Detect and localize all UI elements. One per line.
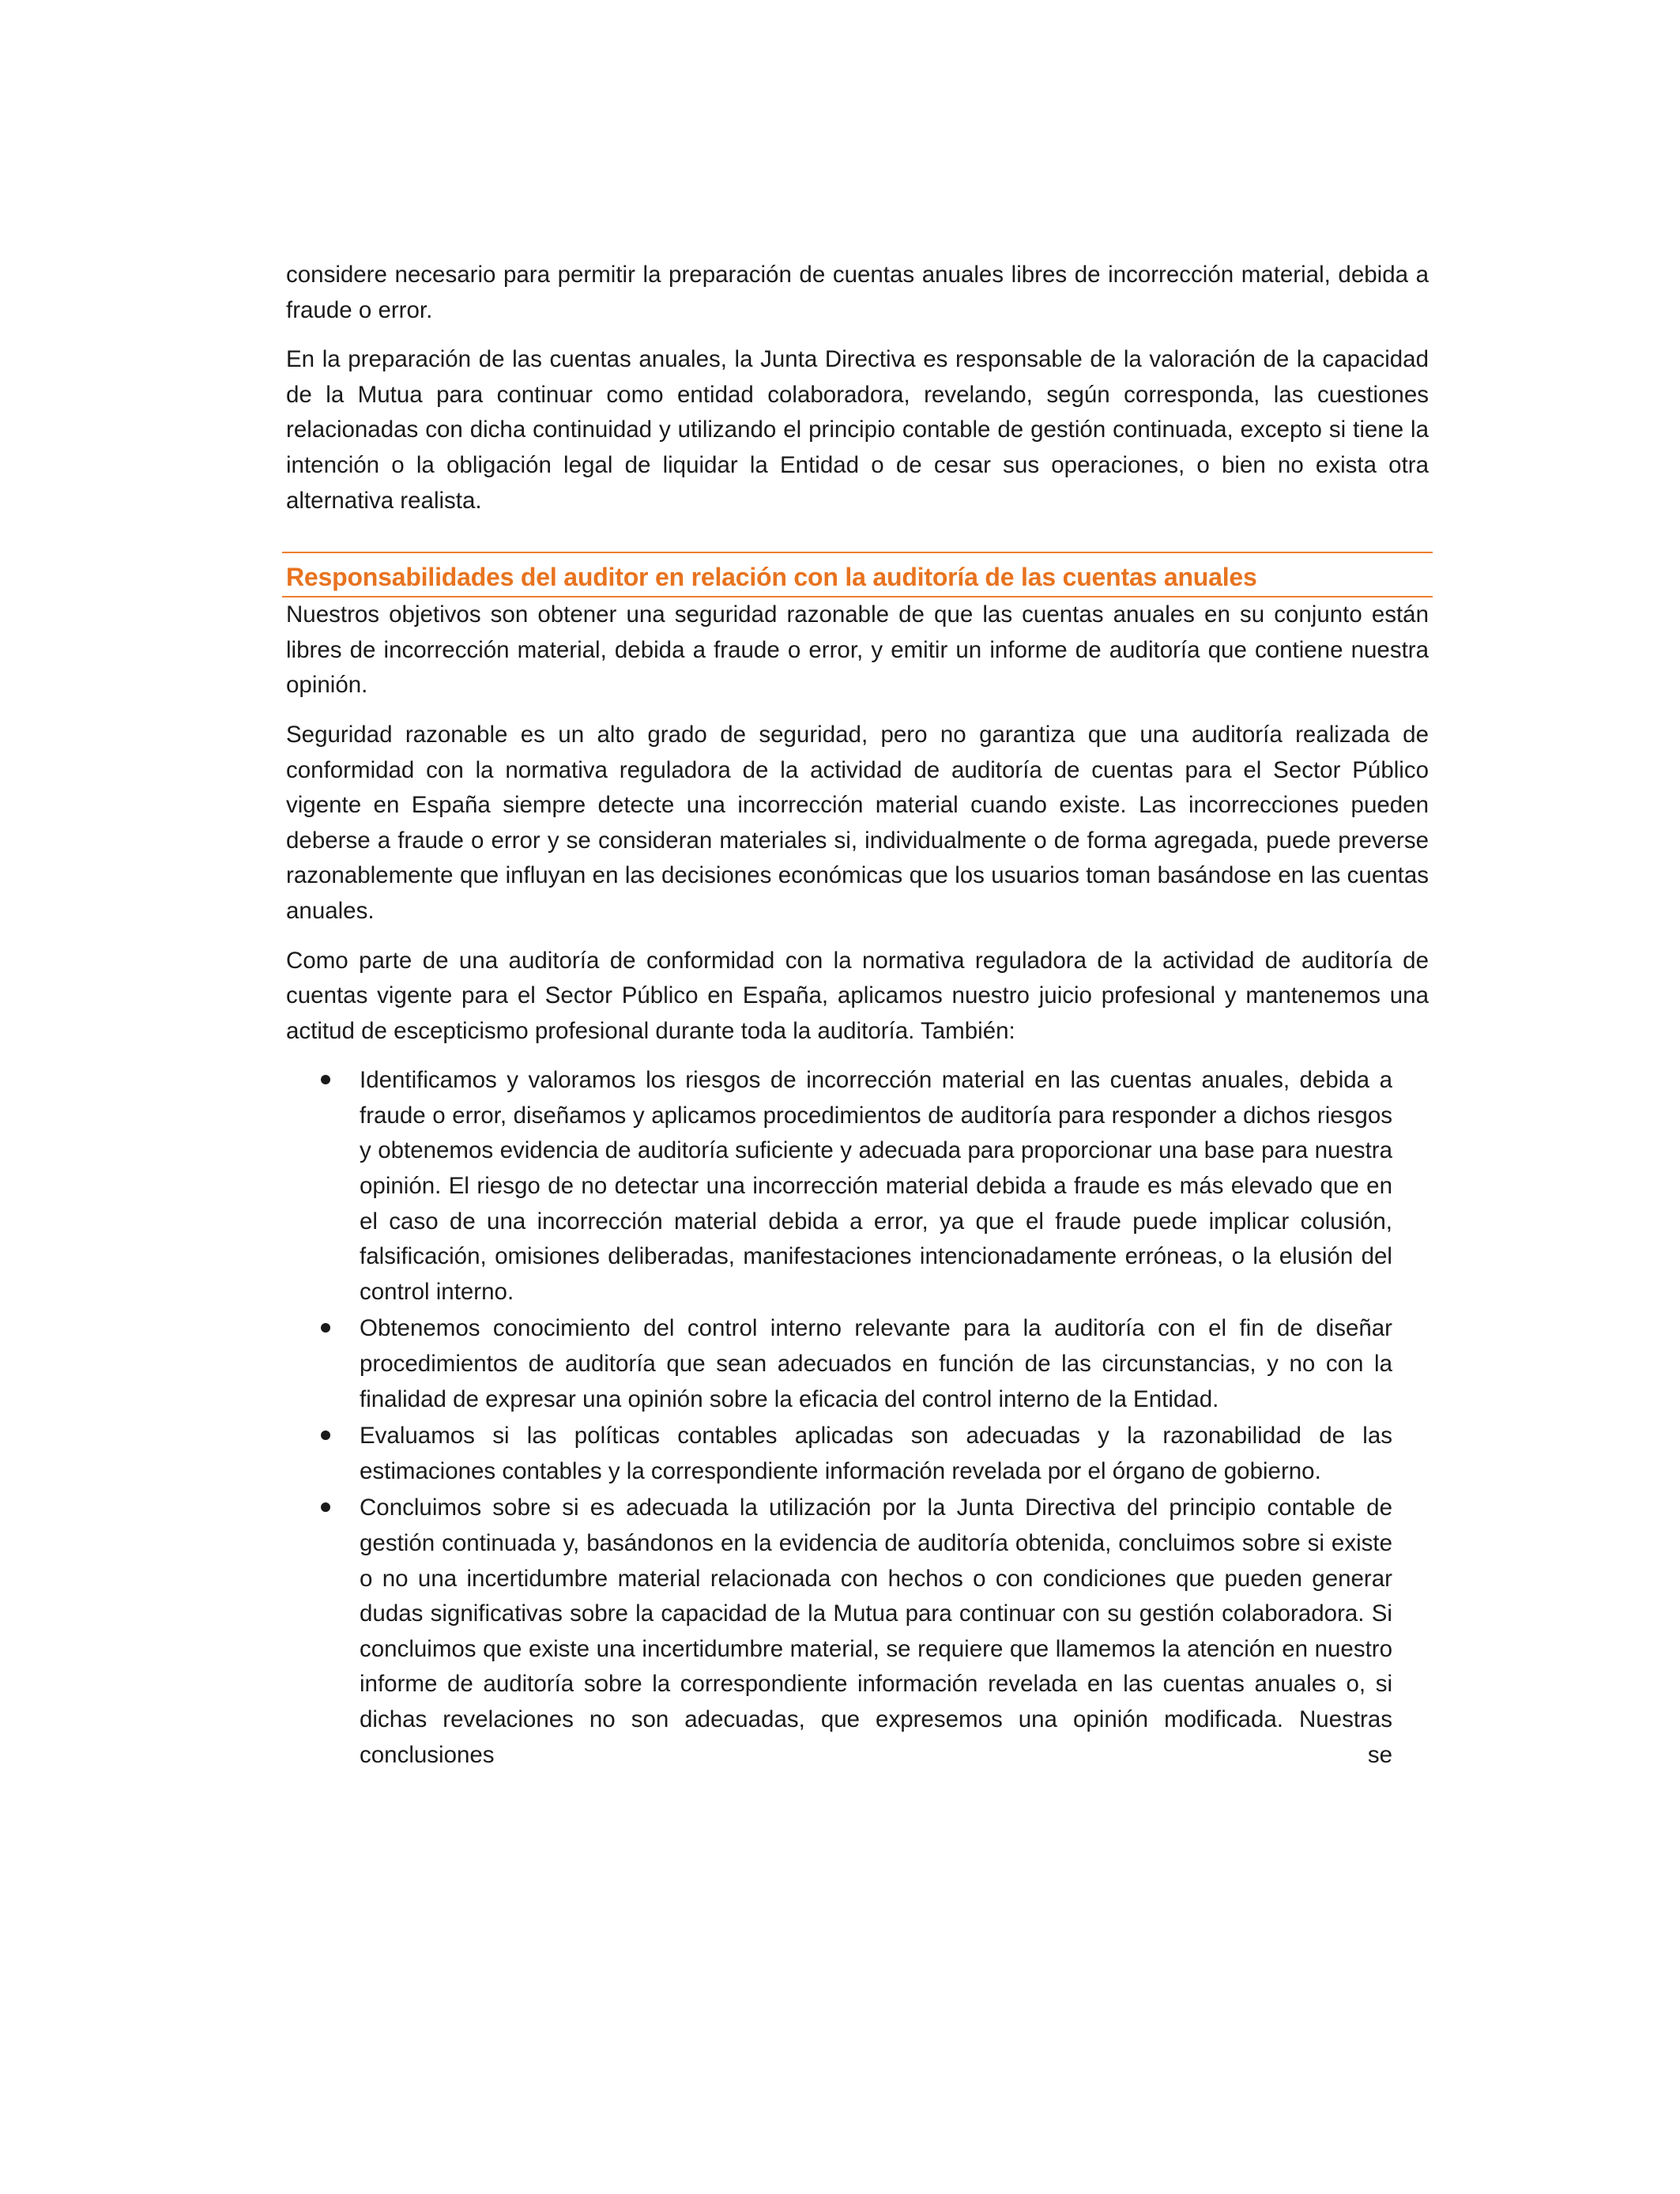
- paragraph-objectives: Nuestros objetivos son obtener una seguridad razonable de que las cuentas anuales en su conjunto están libres de incorrección material, debida a fraude o error, y emitir un informe de auditoría que contiene nuestra opinión.: [286, 601, 1429, 699]
- list-item: [360, 1491, 1392, 1773]
- list-item-text: Evaluamos si las políticas contables aplicadas son adecuadas y la razonabilidad de las estimaciones contables y la correspondiente información revelada por el órgano de gobierno.: [360, 1423, 1392, 1484]
- section-heading-block: [282, 552, 1433, 598]
- list-item: [360, 1419, 1392, 1489]
- page-body: [286, 258, 1429, 1774]
- paragraph-junta-responsibility: En la preparación de las cuentas anuales, la Junta Directiva es responsable de la valoración de la capacidad de la Mutua para continuar como entidad colaboradora, revelando, según corresponda, las cuestiones relacionadas con dicha continuidad y utilizando el principio contable de gestión continuada, excepto si tiene la intención o la obligación legal de liquidar la Entidad o de cesar sus operaciones, o bien no exista otra alternativa realista.: [286, 346, 1429, 514]
- list-item-text: Obtenemos conocimiento del control interno relevante para la auditoría con el fin de diseñar procedimientos de auditoría que sean adecuados en función de las circunstancias, y no con la finalidad de expresar una opinión sobre la eficacia del control interno de la Entidad.: [360, 1315, 1392, 1412]
- paragraph-continuation: considere necesario para permitir la preparación de cuentas anuales libres de incorrección material, debida a fraude o error.: [286, 262, 1429, 323]
- paragraph-reasonable-assurance: Seguridad razonable es un alto grado de seguridad, pero no garantiza que una auditoría realizada de conformidad con la normativa reguladora de la actividad de auditoría de cuentas para el Sector Público vigente en España siempre detecte una incorrección material cuando existe. Las incorrecciones pueden deberse a fraude o error y se consideran materiales si, individualmente o de forma agregada, puede preverse razonablemente que influyan en las decisiones económicas que los usuarios toman basándose en las cuentas anuales.: [286, 721, 1429, 924]
- list-item-text: Identificamos y valoramos los riesgos de incorrección material en las cuentas anuales, debida a fraude o error, diseñamos y aplicamos procedimientos de auditoría para responder a dichos riesgos y obtenemos evidencia de auditoría suficiente y adecuada para proporcionar una base para nuestra opinión. El riesgo de no detectar una incorrección material debida a fraude es más elevado que en el caso de una incorrección material debida a error, ya que el fraude puede implicar colusión, falsificación, omisiones deliberadas, manifestaciones intencionadamente erróneas, o la elusión del control interno.: [360, 1067, 1392, 1305]
- list-item-text: Concluimos sobre si es adecuada la utilización por la Junta Directiva del principio contable de gestión continuada y, basándonos en la evidencia de auditoría obtenida, concluimos sobre si existe o no una incertidumbre material relacionada con hechos o con condiciones que pueden generar dudas significativas sobre la capacidad de la Mutua para continuar con su gestión colaboradora. Si concluimos que existe una incertidumbre material, se requiere que llamemos la atención en nuestro informe de auditoría sobre la correspondiente información revelada en las cuentas anuales o, si dichas revelaciones no son adecuadas, que expresemos una opinión modificada. Nuestras conclusiones se: [360, 1495, 1392, 1768]
- list-item: [360, 1063, 1392, 1310]
- bullet-icon: [321, 1502, 330, 1512]
- section-heading: Responsabilidades del auditor en relación con la auditoría de las cuentas anuales: [286, 563, 1257, 592]
- bullet-icon: [321, 1323, 330, 1333]
- paragraph-audit-approach: Como parte de una auditoría de conformidad con la normativa reguladora de la actividad de auditoría de cuentas vigente para el Sector Público en España, aplicamos nuestro juicio profesional y mantenemos una actitud de escepticismo profesional durante toda la auditoría. También:: [286, 947, 1429, 1044]
- bullet-icon: [321, 1075, 330, 1084]
- bullet-list: [286, 1063, 1429, 1773]
- bullet-icon: [321, 1431, 330, 1440]
- list-item: [360, 1311, 1392, 1417]
